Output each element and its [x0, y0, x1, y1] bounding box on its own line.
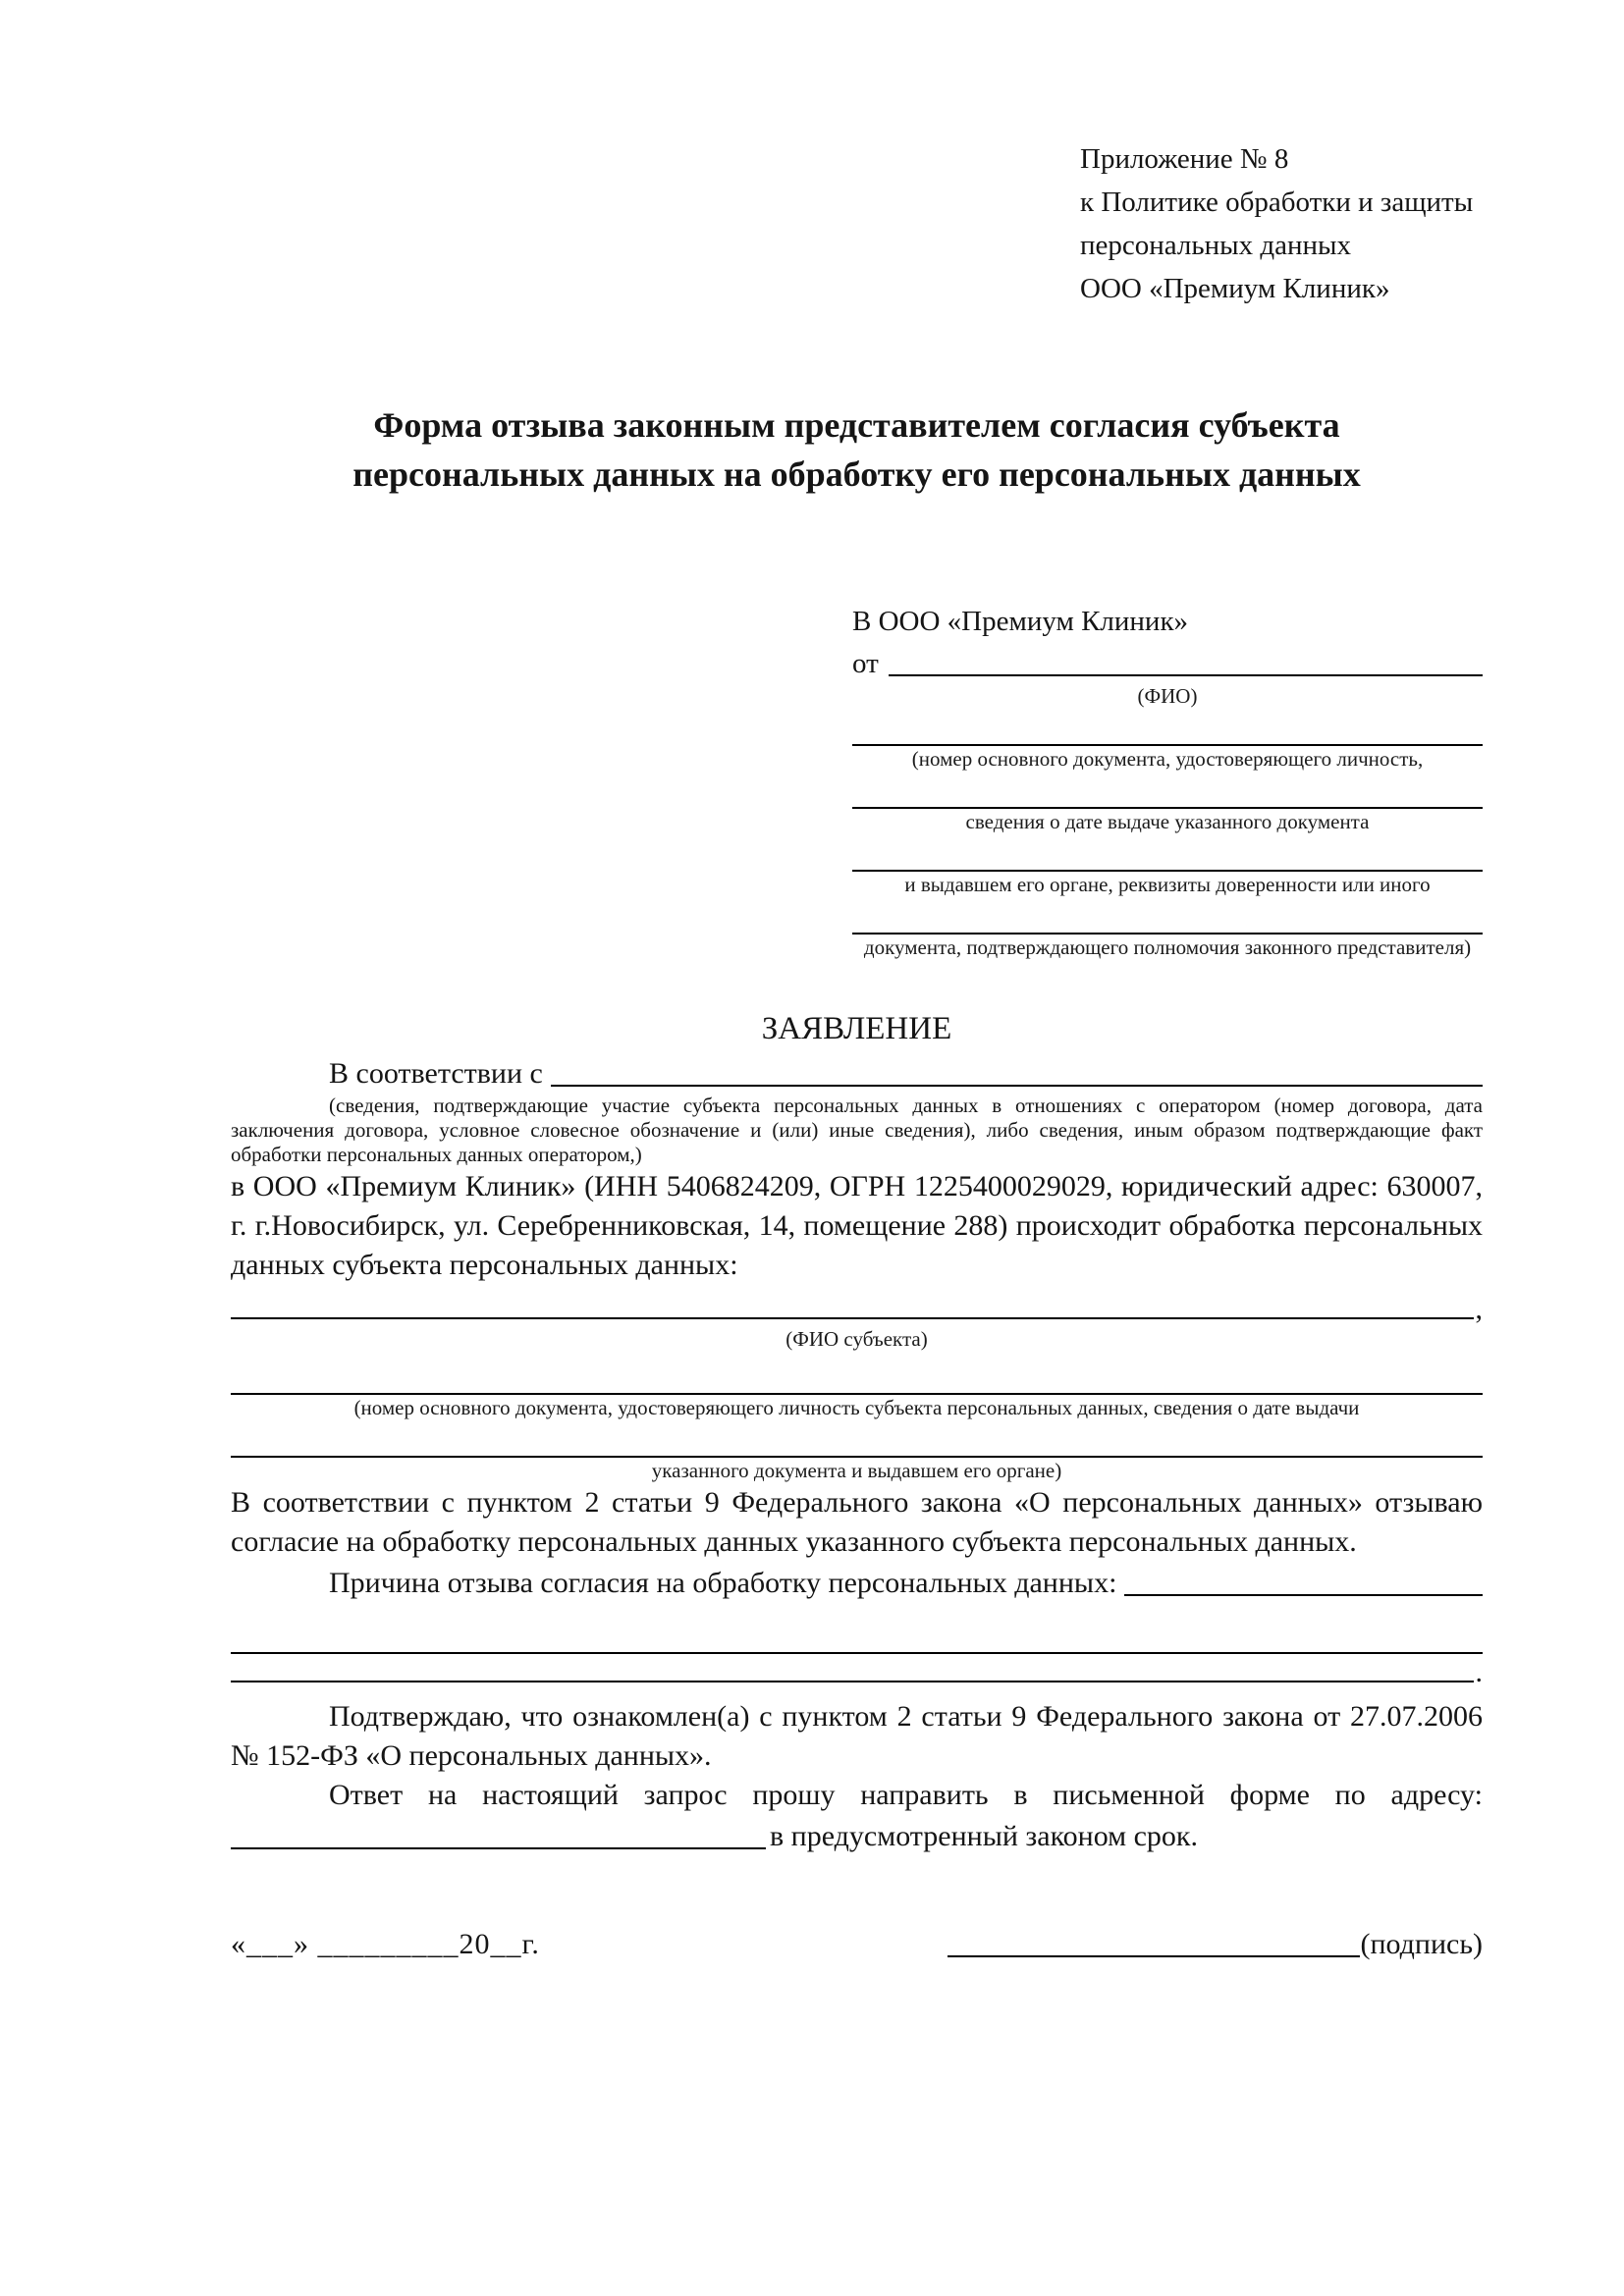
date-fill-field[interactable]: «___» _________20__г.	[231, 1928, 540, 1960]
intro-note: (сведения, подтверждающие участие субъекта персональных данных в отношениях с оператором (номер договора, дата заключения договора, условное словесное обозначение и (или) иные сведения), либо сведения, иным образом подтверждающие факт обработки персональных данных оператором,)	[231, 1094, 1483, 1166]
signature-fill-line[interactable]	[947, 1955, 1360, 1957]
subject-document-fill-line-2[interactable]	[231, 1420, 1483, 1458]
intro-prefix: В соответствии с	[329, 1057, 543, 1090]
fio-fill-line[interactable]	[889, 674, 1483, 676]
document-title	[231, 400, 1483, 499]
reason-fill-line-3[interactable]	[231, 1681, 1474, 1682]
addressee-org: В ООО «Премиум Клиник»	[852, 606, 1189, 637]
subject-fio-row	[231, 1291, 1483, 1326]
confirm-paragraph: Подтверждаю, что ознакомлен(а) с пунктом 2 статьи 9 Федерального закона от 27.07.2006 № 152-ФЗ «О персональных данных».	[231, 1700, 1483, 1772]
issuing-authority-fill-line[interactable]	[852, 834, 1483, 872]
from-row	[852, 642, 1483, 683]
appendix-line: Приложение № 8	[1080, 143, 1289, 175]
subject-document-caption-2: указанного документа и выдавшем его органе)	[651, 1459, 1062, 1482]
operator-paragraph: в ООО «Премиум Клиник» (ИНН 5406824209, ОГРН 1225400029029, юридический адрес: 630007, г. г.Новосибирск, ул. Серебренниковская, 14, помещение 288) происходит обработка персональных данных субъекта персональных данных:	[231, 1170, 1483, 1281]
reason-fill-line[interactable]	[1124, 1594, 1483, 1596]
from-label: от	[852, 648, 879, 679]
signature-caption: (подпись)	[1360, 1928, 1483, 1960]
representative-authority-fill-line[interactable]	[852, 897, 1483, 934]
field-caption: и выдавшем его органе, реквизиты доверенности или иного	[904, 873, 1431, 896]
reason-row	[231, 1562, 1483, 1603]
reply-address-fill-line[interactable]	[231, 1847, 766, 1849]
intro-row	[231, 1052, 1483, 1094]
document-title-line: Форма отзыва законным представителем согласия субъекта	[373, 405, 1340, 445]
appendix-line: к Политике обработки и защиты	[1080, 187, 1474, 218]
subject-document-fill-line[interactable]	[231, 1352, 1483, 1395]
addressee-block	[852, 601, 1483, 960]
subject-fio-trailing-comma: ,	[1475, 1293, 1483, 1325]
appendix-block	[1080, 137, 1483, 310]
reply-paragraph: Ответ на настоящий запрос прошу направить в письменной форме по адресу:	[329, 1779, 1483, 1811]
reason-prefix: Причина отзыва согласия на обработку персональных данных:	[329, 1567, 1117, 1599]
reason-trailing-period: .	[1475, 1656, 1483, 1688]
field-caption: (номер основного документа, удостоверяющего личность,	[911, 747, 1424, 771]
reply-suffix: в предусмотренный законом срок.	[770, 1820, 1198, 1852]
reply-address-row	[231, 1815, 1483, 1856]
reason-fill-row-3	[231, 1654, 1483, 1689]
appendix-line: ООО «Премиум Клиник»	[1080, 273, 1390, 304]
document-number-fill-line[interactable]	[852, 709, 1483, 746]
subject-fio-fill-line[interactable]	[231, 1317, 1474, 1319]
field-caption: сведения о дате выдаче указанного документа	[965, 810, 1370, 833]
statement-heading: ЗАЯВЛЕНИЕ	[761, 1011, 952, 1046]
basis-fill-line[interactable]	[551, 1085, 1483, 1087]
fio-caption: (ФИО)	[1137, 684, 1198, 708]
subject-fio-caption: (ФИО субъекта)	[785, 1327, 928, 1351]
document-title-line: персональных данных на обработку его персональных данных	[352, 454, 1361, 494]
subject-document-caption: (номер основного документа, удостоверяющего личность субъекта персональных данных, сведения о дате выдачи	[353, 1396, 1360, 1419]
field-caption: документа, подтверждающего полномочия законного представителя)	[863, 935, 1472, 959]
reason-fill-line-2[interactable]	[231, 1617, 1483, 1654]
footer-row	[231, 1921, 1483, 1964]
withdraw-paragraph: В соответствии с пунктом 2 статьи 9 Федерального закона «О персональных данных» отзываю согласие на обработку персональных данных указанного субъекта персональных данных.	[231, 1486, 1483, 1558]
signature-group	[947, 1925, 1483, 1964]
appendix-line: персональных данных	[1080, 230, 1352, 261]
issue-date-fill-line[interactable]	[852, 772, 1483, 809]
